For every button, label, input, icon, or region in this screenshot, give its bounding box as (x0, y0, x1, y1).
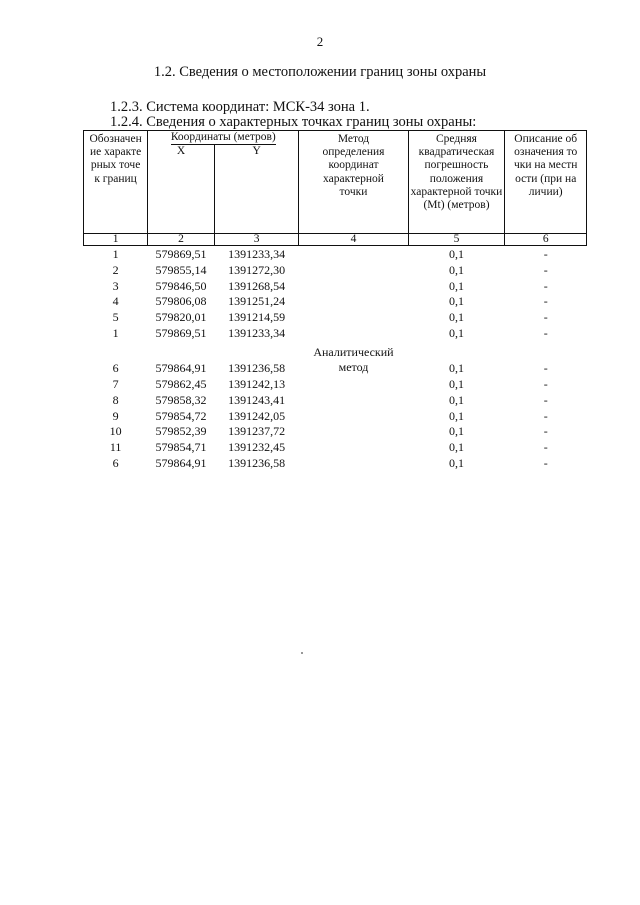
header-method: Метод определения координат характерной точки (299, 131, 408, 234)
description-value: - (543, 278, 548, 293)
x-coordinate: 579864,91 (155, 455, 207, 470)
y-coordinate: 1391242,05 (228, 408, 286, 423)
mean-error: 0,1 (448, 392, 464, 407)
y-coordinate: 1391233,34 (228, 247, 286, 261)
y-coordinate: 1391236,58 (228, 455, 286, 470)
x-coordinate: 579854,71 (155, 440, 207, 455)
points-table-body (84, 246, 587, 471)
mean-error: 0,1 (448, 262, 464, 277)
point-number: 1 (112, 247, 119, 261)
header-description: Описание обозначения точки на местности (при наличии) (505, 131, 587, 234)
characteristic-points-line: 1.2.4. Сведения о характерных точках границ зоны охраны: (110, 114, 477, 130)
description-value: - (543, 361, 548, 376)
points-table (83, 130, 587, 471)
x-coordinate: 579858,32 (155, 392, 207, 407)
x-coordinate: 579806,08 (155, 294, 207, 309)
column-number: 6 (505, 234, 587, 246)
column-number: 5 (408, 234, 505, 246)
description-value: - (543, 325, 548, 340)
y-coordinate: 1391272,30 (228, 262, 286, 277)
coordinate-system-line: 1.2.3. Система координат: МСК-34 зона 1. (110, 99, 370, 115)
table-row (84, 293, 587, 309)
point-number: 4 (112, 294, 119, 309)
x-coordinate: 579869,51 (155, 325, 207, 340)
column-number-row (84, 234, 587, 246)
point-number: 6 (112, 361, 119, 376)
x-coordinate: 579852,39 (155, 424, 207, 439)
y-coordinate: 1391242,13 (228, 376, 286, 391)
mean-error: 0,1 (448, 440, 464, 455)
column-number: 4 (299, 234, 408, 246)
header-coordinates: Координаты (метров) (148, 131, 299, 146)
table-row (84, 423, 587, 439)
y-coordinate: 1391232,45 (228, 440, 286, 455)
table-row (84, 341, 587, 359)
table-row (84, 262, 587, 278)
y-coordinate: 1391237,72 (228, 424, 286, 439)
mean-error: 0,1 (448, 278, 464, 293)
mean-error: 0,1 (448, 376, 464, 391)
point-number: 5 (112, 310, 119, 325)
description-value: - (543, 424, 548, 439)
description-value: - (543, 376, 548, 391)
point-number: 6 (112, 455, 119, 470)
description-value: - (543, 408, 548, 423)
description-value: - (543, 262, 548, 277)
mean-error: 0,1 (448, 325, 464, 340)
description-value: - (543, 455, 548, 470)
table-row (84, 376, 587, 392)
table-row (84, 439, 587, 455)
y-coordinate: 1391236,58 (228, 361, 286, 376)
point-number: 3 (112, 278, 119, 293)
table-row (84, 455, 587, 471)
mean-error: 0,1 (448, 247, 464, 261)
header-point-designation: Обозначение характерных точек границ (84, 131, 148, 234)
table-row (84, 278, 587, 294)
y-coordinate: 1391268,54 (228, 278, 286, 293)
column-number: 1 (84, 234, 148, 246)
point-number: 9 (112, 408, 119, 423)
x-coordinate: 579820,01 (155, 310, 207, 325)
y-coordinate: 1391214,59 (228, 310, 286, 325)
point-number: 10 (109, 424, 122, 439)
mean-error: 0,1 (448, 310, 464, 325)
point-number: 7 (112, 376, 119, 391)
x-coordinate: 579869,51 (155, 247, 207, 261)
point-number: 11 (109, 440, 122, 455)
mean-error: 0,1 (448, 408, 464, 423)
x-coordinate: 579855,14 (155, 262, 207, 277)
table-row (84, 309, 587, 325)
description-value: - (543, 310, 548, 325)
y-coordinate: 1391233,34 (228, 325, 286, 340)
point-number: 1 (112, 325, 119, 340)
point-number: 8 (112, 392, 119, 407)
mean-error: 0,1 (448, 424, 464, 439)
header-y: Y (214, 145, 299, 233)
description-value: - (543, 294, 548, 309)
method-value: Аналитический метод (313, 344, 394, 375)
x-coordinate: 579846,50 (155, 278, 207, 293)
table-row (84, 408, 587, 424)
column-number: 3 (214, 234, 299, 246)
section-title: 1.2. Сведения о местоположении границ зоны охраны (153, 64, 487, 80)
x-coordinate: 579854,72 (155, 408, 207, 423)
header-x: X (148, 145, 215, 233)
point-number: 2 (112, 262, 119, 277)
description-value: - (543, 392, 548, 407)
mean-error: 0,1 (448, 361, 464, 376)
y-coordinate: 1391243,41 (228, 392, 286, 407)
x-coordinate: 579862,45 (155, 376, 207, 391)
description-value: - (543, 440, 548, 455)
mean-error: 0,1 (448, 455, 464, 470)
table-row (84, 325, 587, 341)
description-value: - (543, 247, 548, 261)
scan-speck (301, 652, 303, 654)
table-row (84, 392, 587, 408)
x-coordinate: 579864,91 (155, 361, 207, 376)
y-coordinate: 1391251,24 (228, 294, 286, 309)
mean-error: 0,1 (448, 294, 464, 309)
column-number: 2 (148, 234, 215, 246)
header-mean-error: Средняя квадратическая погрешность положения характерной точки (Mt) (метров) (408, 131, 505, 234)
page-number: 2 (316, 34, 324, 49)
table-row (84, 246, 587, 262)
